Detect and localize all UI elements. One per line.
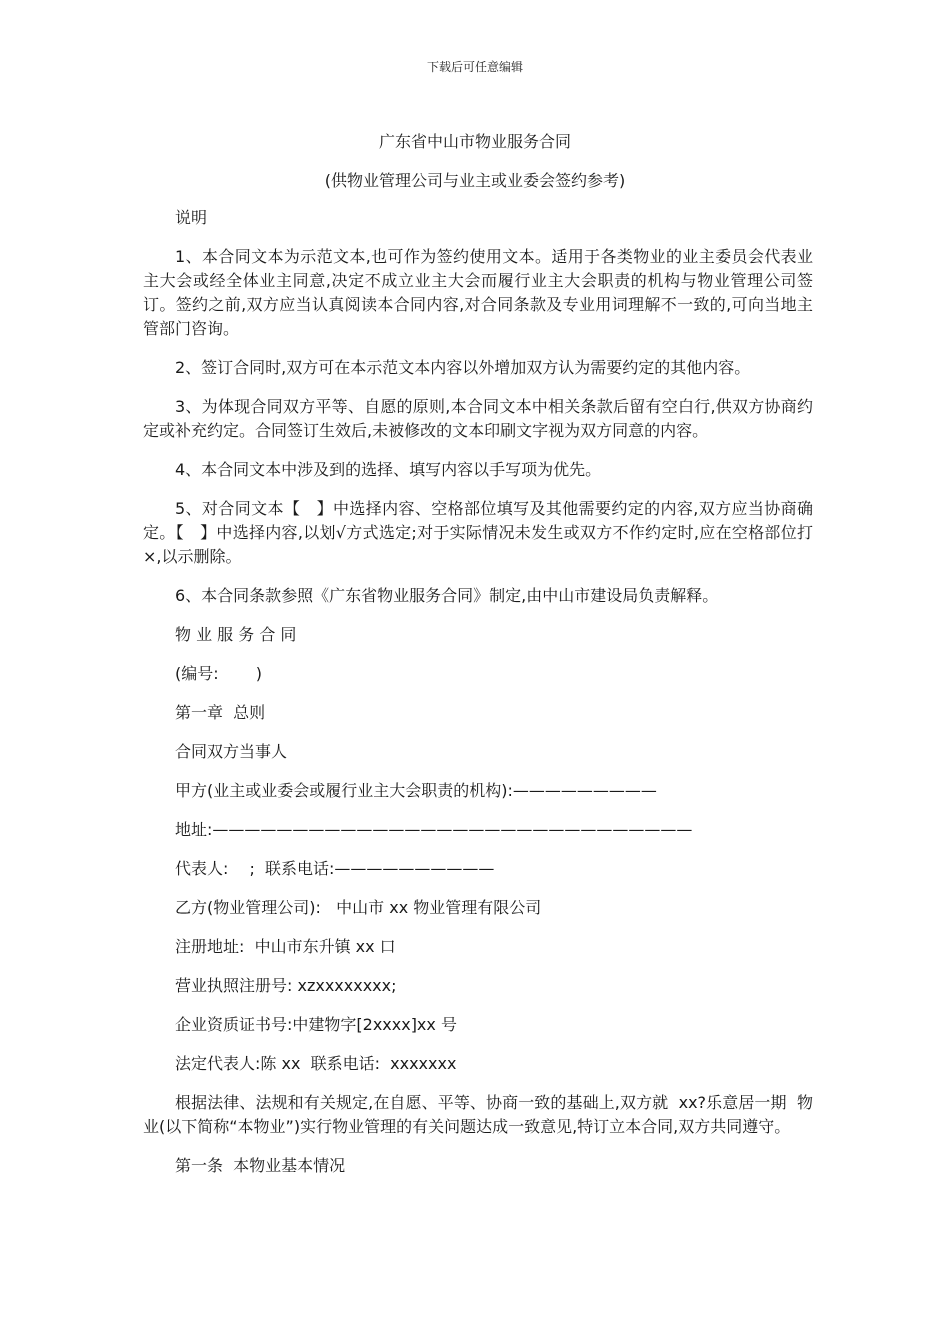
agreement-preamble: 根据法律、法规和有关规定,在自愿、平等、协商一致的基础上,双方就 xx?乐意居一期 物业(以下简称“本物业”)实行物业管理的有关问题达成一致意见,特订立本合同,双方共同遵守。 — [143, 1093, 813, 1136]
contract-number: (编号: ) — [175, 664, 262, 683]
party-b-legal-rep: 法定代表人:陈 xx 联系电话: xxxxxxx — [175, 1054, 457, 1073]
paragraph-item-2: 2、签订合同时,双方可在本示范文本内容以外增加双方认为需要约定的其他内容。 — [175, 358, 751, 377]
party-b-line: 乙方(物业管理公司): 中山市 xx 物业管理有限公司 — [175, 898, 542, 917]
paragraph-item-3: 3、为体现合同双方平等、自愿的原则,本合同文本中相关条款后留有空白行,供双方协商约定或补充约定。合同签订生效后,未被修改的文本印刷文字视为双方同意的内容。 — [143, 397, 813, 440]
document-subtitle: (供物业管理公司与业主或业委会签约参考) — [324, 171, 626, 190]
chapter-heading: 第一章 总则 — [175, 703, 266, 722]
paragraph-item-6: 6、本合同条款参照《广东省物业服务合同》制定,由中山市建设局负责解释。 — [175, 586, 719, 605]
document-body — [143, 206, 813, 1193]
document-title: 广东省中山市物业服务合同 — [378, 132, 571, 151]
party-a-address: 地址:—————————————————————————————— — [175, 820, 693, 839]
party-b-qualification: 企业资质证书号:中建物字[2xxxx]xx 号 — [175, 1015, 457, 1034]
paragraph-explanation-heading: 说明 — [175, 208, 208, 227]
header-note: 下载后可任意编辑 — [426, 60, 523, 74]
paragraph-item-1: 1、本合同文本为示范文本,也可作为签约使用文本。适用于各类物业的业主委员会代表业主大会或经全体业主同意,决定不成立业主大会而履行业主大会职责的机构与物业管理公司签订。签约之前,双方应当认真阅读本合同内容,对合同条款及专业用词理解不一致的,可向当地主管部门咨询。 — [143, 247, 813, 338]
article-1-heading: 第一条 本物业基本情况 — [175, 1156, 346, 1175]
party-b-address: 注册地址: 中山市东升镇 xx 口 — [175, 937, 396, 956]
party-b-license: 营业执照注册号: xzxxxxxxxx; — [175, 976, 397, 995]
paragraph-item-4: 4、本合同文本中涉及到的选择、填写内容以手写项为优先。 — [175, 460, 602, 479]
parties-heading: 合同双方当事人 — [175, 742, 288, 761]
party-a-representative: 代表人: ; 联系电话:—————————— — [175, 859, 495, 878]
contract-heading: 物 业 服 务 合 同 — [175, 625, 297, 644]
paragraph-item-5: 5、对合同文本【 】中选择内容、空格部位填写及其他需要约定的内容,双方应当协商确定。【 】中选择内容,以划√方式选定;对于实际情况未发生或双方不作约定时,应在空格部位打×,以示删除。 — [143, 499, 813, 566]
party-a-line: 甲方(业主或业委会或履行业主大会职责的机构):————————— — [175, 781, 657, 800]
